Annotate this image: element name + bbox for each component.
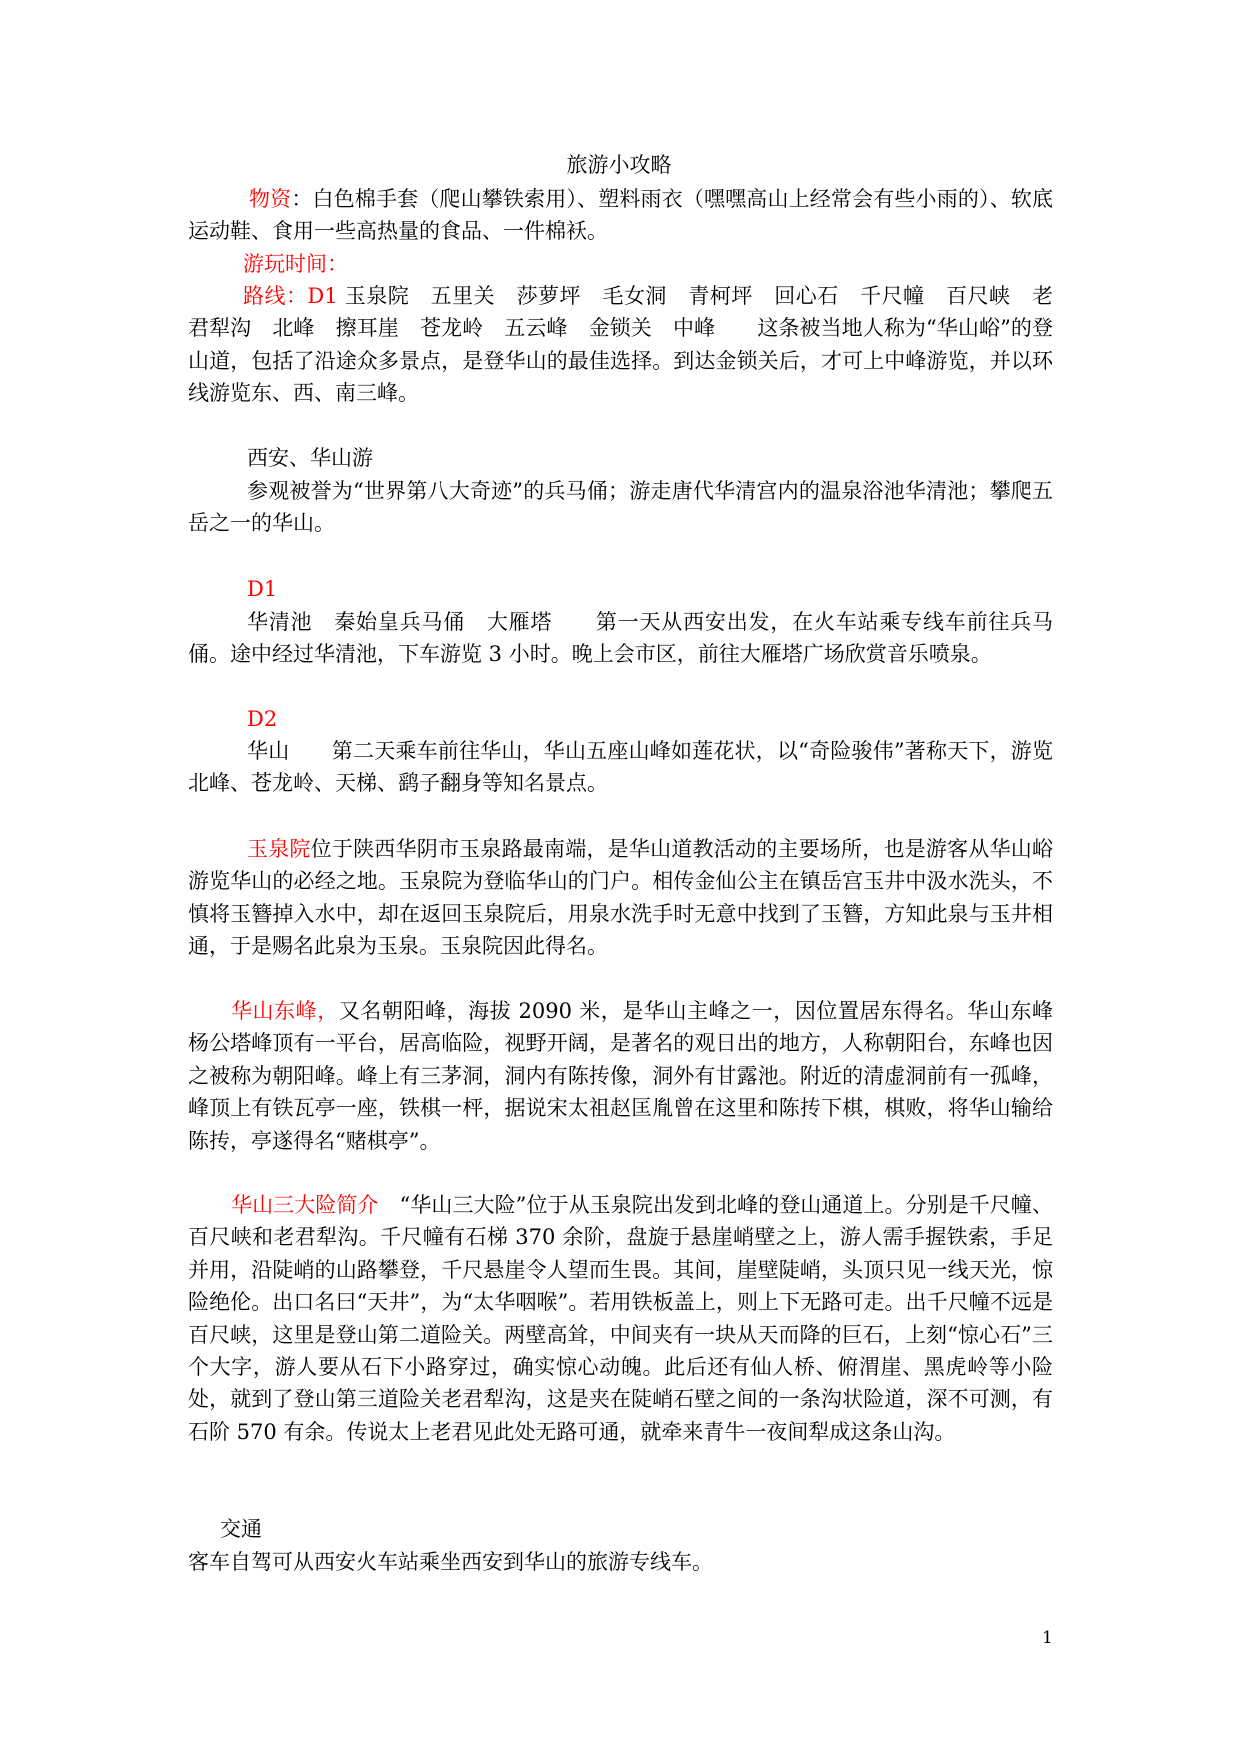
- day1-label: D1: [247, 577, 278, 601]
- day2-label: D2: [247, 707, 278, 731]
- tour-heading: 西安、华山游: [247, 446, 373, 470]
- route-paragraph: [188, 280, 1053, 410]
- transport-text: 客车自驾可从西安火车站乘坐西安到华山的旅游专线车。: [188, 1550, 713, 1574]
- yuquan-text: 位于陕西华阴市玉泉路最南端，是华山道教活动的主要场所，也是游客从华山峪游览华山的必经之地。玉泉院为登临华山的门户。相传金仙公主在镇岳宫玉井中汲水洗头，不慎将玉簪掉入水中，却在返回玉泉院后，用泉水洗手时无意中找到了玉簪，方知此泉与玉井相通，于是赐名此泉为玉泉。玉泉院因此得名。: [188, 837, 1054, 959]
- tour-text: 参观被誉为“世界第八大奇迹”的兵马俑；游走唐代华清宫内的温泉浴池华清池；攀爬五岳之一的华山。: [188, 479, 1053, 536]
- yuquan-label: 玉泉院: [247, 837, 311, 861]
- page-number: 1: [1042, 1628, 1053, 1648]
- day2-text: 华山 第二天乘车前往华山，华山五座山峰如莲花状，以“奇险骏伟”著称天下，游览北峰、苍龙岭、天梯、鹞子翻身等知名景点。: [188, 739, 1053, 796]
- play-time-label: 游玩时间：: [243, 252, 348, 276]
- route-text: 玉泉院 五里关 莎萝坪 毛女洞 青柯坪 回心石 千尺幢 百尺峡 老君犁沟 北峰 擦耳崖 苍龙岭 五云峰 金锁关 中峰 这条被当地人称为“华山峪”的登山道，包括了沿途众多景点，是登华山的最佳选择。到达金锁关后，才可上中峰游览，并以环线游览东、西、南三峰。: [188, 284, 1053, 406]
- route-label: 路线：D1: [243, 284, 338, 308]
- supplies-label: 物资: [249, 187, 292, 211]
- east-peak-text: 又名朝阳峰，海拔 2090 米，是华山主峰之一，因位置居东得名。华山东峰杨公塔峰顶有一平台，居高临险，视野开阔，是著名的观日出的地方，人称朝阳台，东峰也因之被称为朝阳峰。峰上有三茅洞，洞内有陈抟像，洞外有甘露池。附近的清虚洞前有一孤峰，峰顶上有铁瓦亭一座，铁棋一枰，据说宋太祖赵匡胤曾在这里和陈抟下棋，棋败，将华山输给陈抟，亭遂得名“赌棋亭”。: [188, 999, 1054, 1153]
- east-peak-paragraph: [188, 995, 1053, 1157]
- supplies-paragraph: [188, 183, 1053, 248]
- day1-text: 华清池 秦始皇兵马俑 大雁塔 第一天从西安出发，在火车站乘专线车前往兵马俑。途中经过华清池，下车游览 3 小时。晚上会市区，前往大雁塔广场欣赏音乐喷泉。: [188, 610, 1053, 667]
- three-dangers-label: 华山三大险简介: [231, 1193, 379, 1217]
- transport-heading: 交通: [220, 1517, 262, 1541]
- yuquan-paragraph: [188, 833, 1053, 963]
- east-peak-label: 华山东峰，: [231, 999, 339, 1023]
- three-dangers-paragraph: [188, 1189, 1053, 1448]
- supplies-text: ：白色棉手套（爬山攀铁索用）、塑料雨衣（嘿嘿高山上经常会有些小雨的）、软底运动鞋、食用一些高热量的食品、一件棉袄。: [188, 187, 1054, 244]
- three-dangers-text: “华山三大险”位于从玉泉院出发到北峰的登山通道上。分别是千尺幢、百尺峡和老君犁沟。千尺幢有石梯 370 余阶，盘旋于悬崖峭壁之上，游人需手握铁索，手足并用，沿陡峭的山路攀登，千尺悬崖令人望而生畏。其间，崖壁陡峭，头顶只见一线天光，惊险绝伦。出口名曰“天井”，为“太华咽喉”。若用铁板盖上，则上下无路可走。出千尺幢不远是百尺峡，这里是登山第二道险关。两壁高耸，中间夹有一块从天而降的巨石，上刻“惊心石”三个大字，游人要从石下小路穿过，确实惊心动魄。此后还有仙人桥、俯渭崖、黑虎岭等小险处，就到了登山第三道险关老君犁沟，这是夹在陡峭石壁之间的一条沟状险道，深不可测，有石阶 570 有余。传说太上老君见此处无路可通，就牵来青牛一夜间犁成这条山沟。: [188, 1193, 1053, 1444]
- page-title: 旅游小攻略: [566, 153, 672, 177]
